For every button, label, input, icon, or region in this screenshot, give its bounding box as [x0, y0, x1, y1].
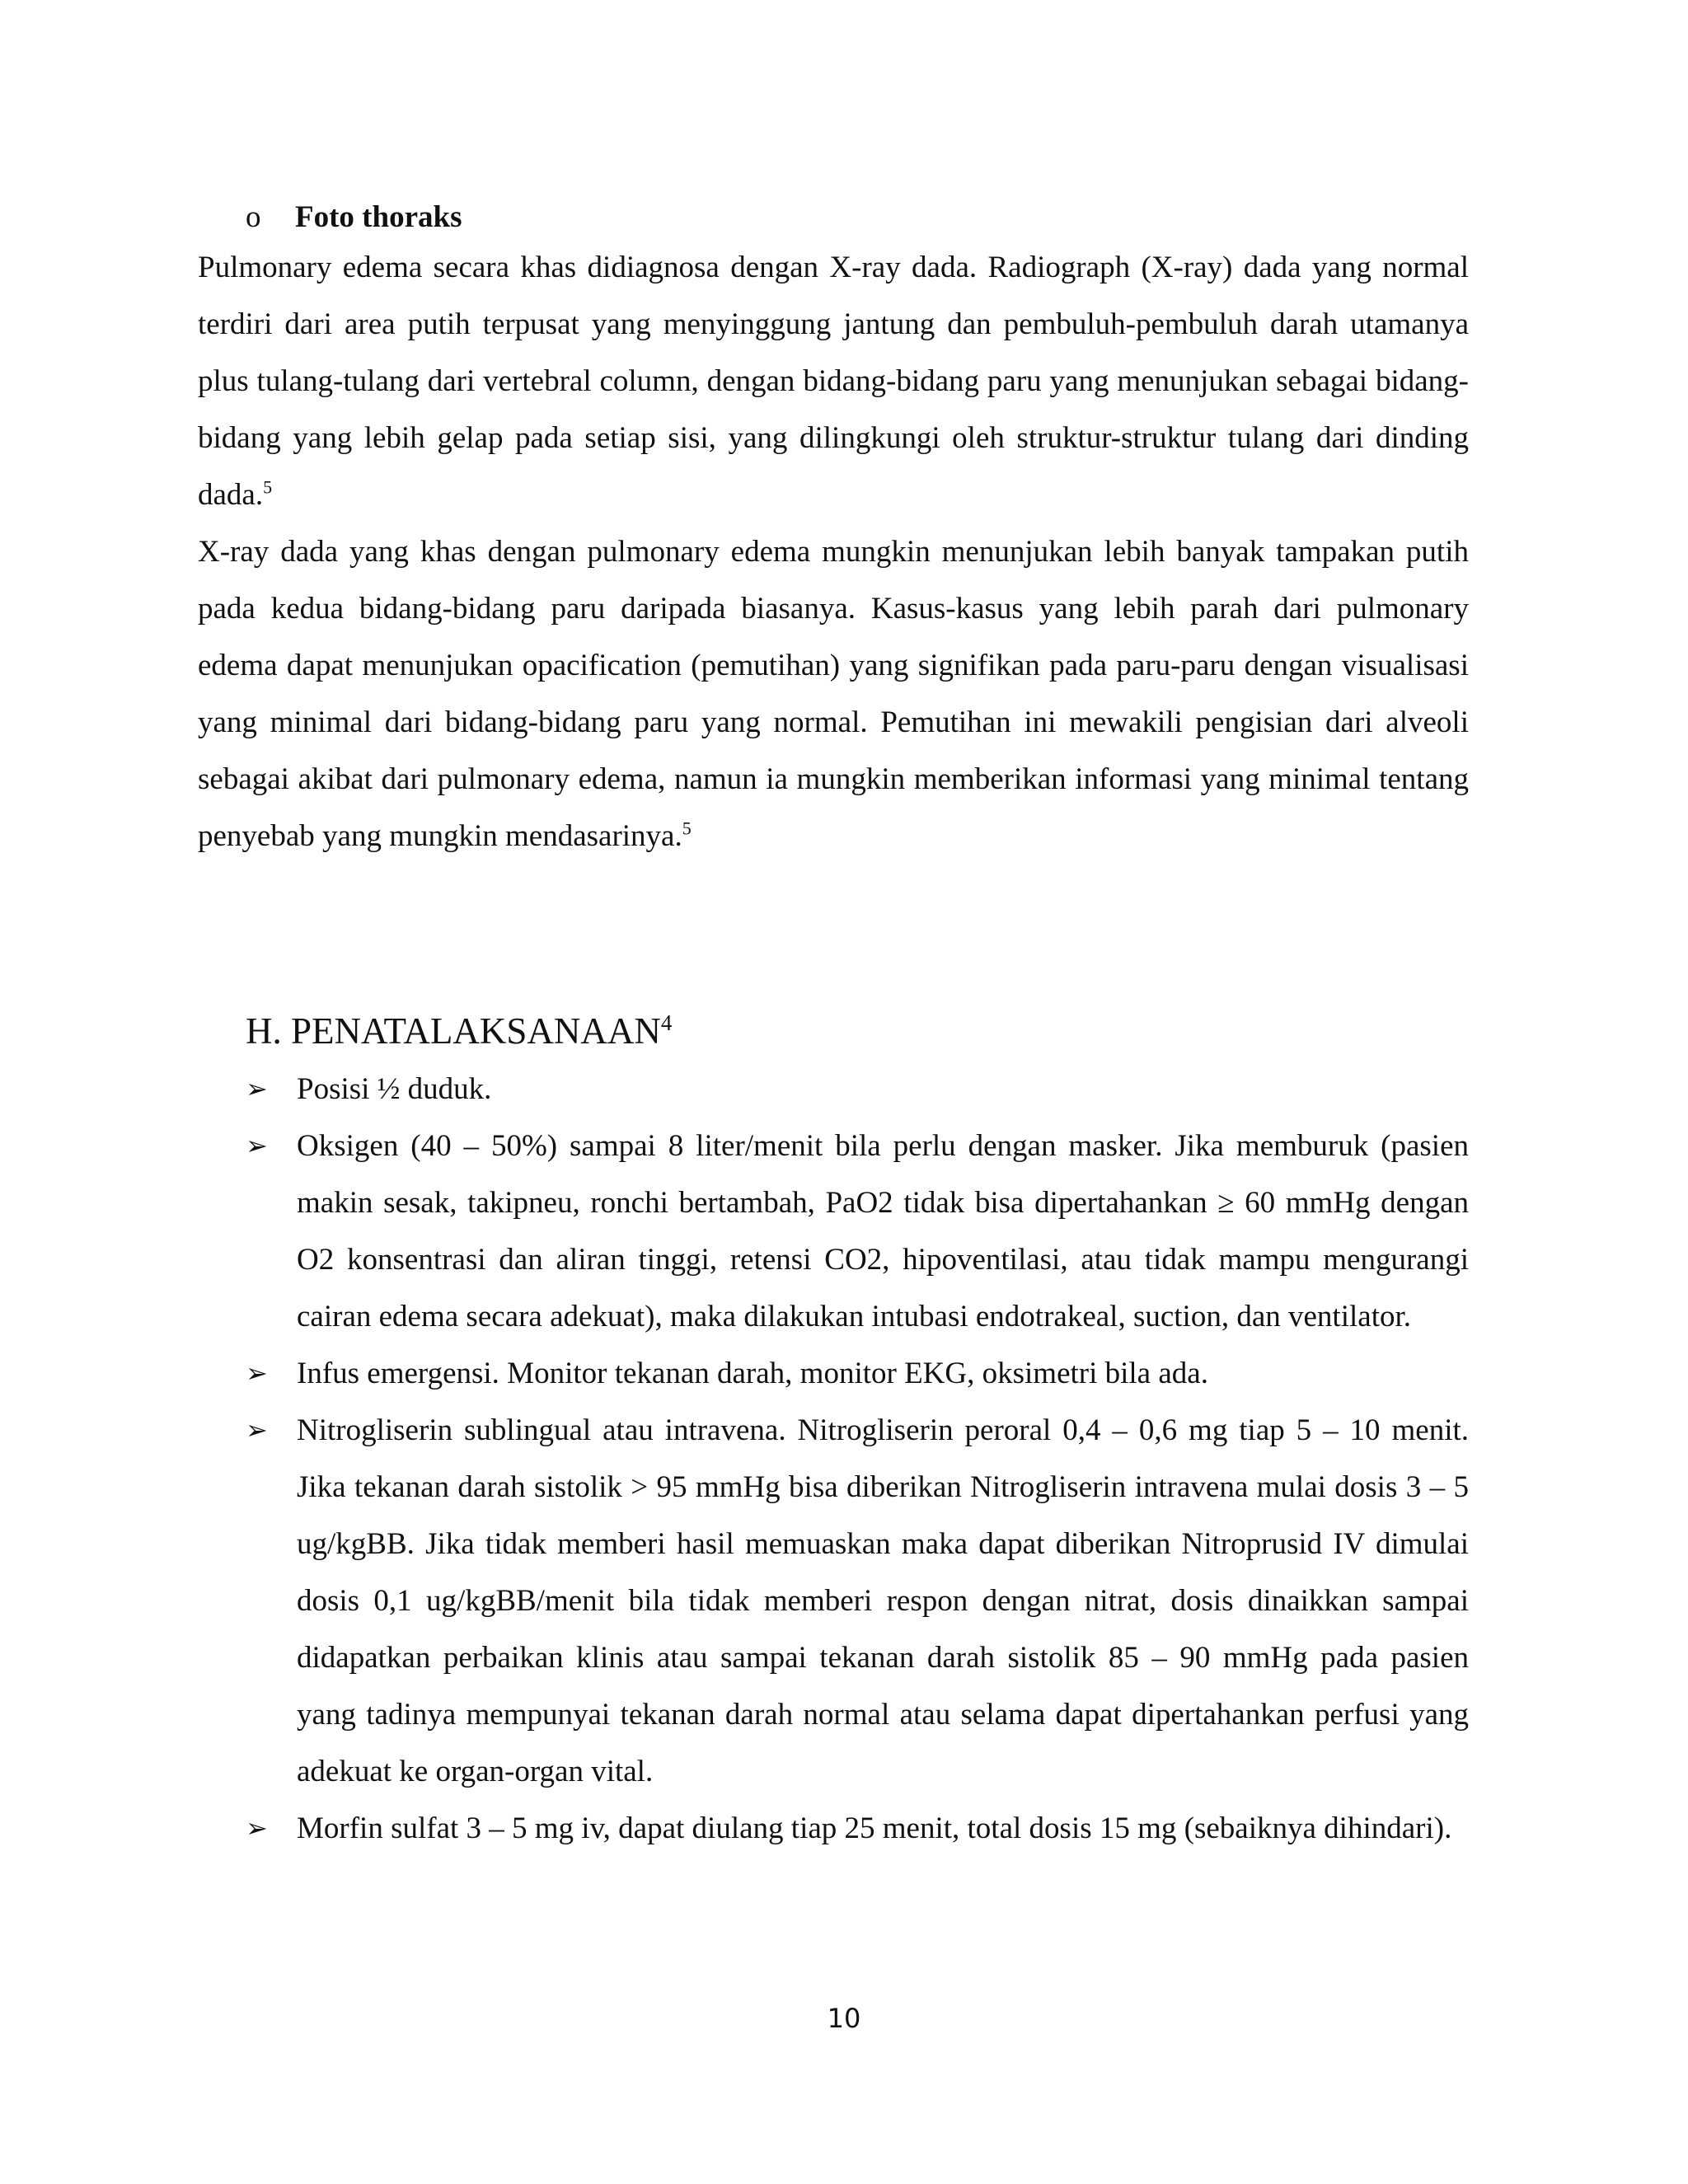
arrowhead-bullet-icon: ➢	[246, 1130, 268, 1161]
sub-heading-foto-thoraks	[246, 196, 1469, 239]
sub-heading-title: Foto thoraks	[295, 200, 462, 234]
page-number: 10	[827, 2003, 861, 2034]
arrowhead-bullet-icon: ➢	[246, 1812, 268, 1844]
list-item	[198, 1800, 1469, 1857]
list-item	[198, 1402, 1469, 1800]
paragraph-2	[198, 523, 1469, 865]
list-item-text: Oksigen (40 – 50%) sampai 8 liter/menit bila perlu dengan masker. Jika memburuk (pasien makin sesak, takipneu, ronchi bertambah, PaO2 tidak bisa dipertahankan ≥ 60 mmHg dengan O2 konsentrasi dan aliran tinggi, retensi CO2, hipoventilasi, atau tidak mampu mengurangi cairan edema secara adekuat), maka dilakukan intubasi endotrakeal, suction, dan ventilator.	[297, 1129, 1469, 1333]
page-content	[198, 196, 1469, 1857]
list-item-text: Nitrogliserin sublingual atau intravena. Nitrogliserin peroral 0,4 – 0,6 mg tiap 5 – 10 menit. Jika tekanan darah sistolik > 95 mmHg bisa diberikan Nitrogliserin intravena mulai dosis 3 – 5 ug/kgBB. Jika tidak memberi hasil memuaskan maka dapat diberikan Nitroprusid IV dimulai dosis 0,1 ug/kgBB/menit bila tidak memberi respon dengan nitrat, dosis dinaikkan sampai didapatkan perbaikan klinis atau sampai tekanan darah sistolik 85 – 90 mmHg pada pasien yang tadinya mempunyai tekanan darah normal atau selama dapat dipertahankan perfusi yang adekuat ke organ-organ vital.	[297, 1413, 1469, 1788]
list-item-text: Infus emergensi. Monitor tekanan darah, monitor EKG, oksimetri bila ada.	[297, 1357, 1208, 1390]
circle-bullet-icon: o	[246, 200, 261, 234]
paragraph-1-footnote-ref: 5	[263, 476, 273, 498]
section-heading-footnote-ref: 4	[660, 1010, 673, 1035]
arrowhead-bullet-icon: ➢	[246, 1357, 268, 1389]
treatment-list	[198, 1061, 1469, 1857]
paragraph-2-text: X-ray dada yang khas dengan pulmonary edema mungkin menunjukan lebih banyak tampakan putih pada kedua bidang-bidang paru daripada biasanya. Kasus-kasus yang lebih parah dari pulmonary edema dapat menunjukan opacification (pemutihan) yang signifikan pada paru-paru dengan visualisasi yang minimal dari bidang-bidang paru yang normal. Pemutihan ini mewakili pengisian dari alveoli sebagai akibat dari pulmonary edema, namun ia mungkin memberikan informasi yang minimal tentang penyebab yang mungkin mendasarinya.	[198, 535, 1469, 853]
paragraph-2-footnote-ref: 5	[682, 818, 692, 839]
list-item	[198, 1118, 1469, 1345]
arrowhead-bullet-icon: ➢	[246, 1073, 268, 1104]
arrowhead-bullet-icon: ➢	[246, 1414, 268, 1446]
paragraph-1-text: Pulmonary edema secara khas didiagnosa dengan X-ray dada. Radiograph (X-ray) dada yang normal terdiri dari area putih terpusat yang menyinggung jantung dan pembuluh-pembuluh darah utamanya plus tulang-tulang dari vertebral column, dengan bidang-bidang paru yang menunjukan sebagai bidang-bidang yang lebih gelap pada setiap sisi, yang dilingkungi oleh struktur-struktur tulang dari dinding dada.	[198, 251, 1469, 512]
list-item	[198, 1345, 1469, 1402]
section-heading-text: H. PENATALAKSANAAN	[246, 1010, 661, 1052]
list-item	[198, 1061, 1469, 1118]
list-item-text: Posisi ½ duduk.	[297, 1072, 492, 1106]
paragraph-1	[198, 239, 1469, 523]
list-item-text: Morfin sulfat 3 – 5 mg iv, dapat diulang tiap 25 menit, total dosis 15 mg (sebaiknya dihindari).	[297, 1811, 1452, 1845]
section-heading-penatalaksanaan	[246, 1006, 1469, 1056]
